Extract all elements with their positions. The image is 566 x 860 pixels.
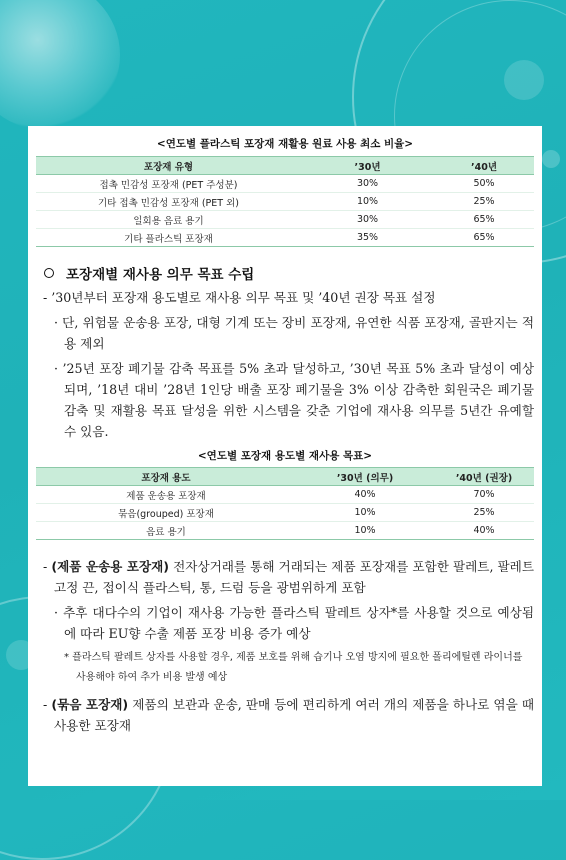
circle-bullet-icon	[44, 268, 54, 278]
table1-header: 포장재 유형	[36, 157, 301, 175]
table-cell: 65%	[434, 211, 534, 229]
table-cell: 묶음(grouped) 포장재	[36, 504, 296, 522]
table2-header: ’30년 (의무)	[296, 468, 434, 486]
section-title: 포장재별 재사용 의무 목표 수립	[66, 267, 255, 283]
table-cell: 65%	[434, 229, 534, 247]
table1-header: ’30년	[301, 157, 434, 175]
footnote: * 플라스틱 팔레트 상자를 사용할 경우, 제품 보호를 위해 습기나 오염 방지에 필요한 폴리에틸렌 라이너를 사용해야 하여 추가 비용 발생 예상	[64, 652, 523, 683]
paragraph: - ’30년부터 포장재 용도별로 재사용 의무 목표 및 ’40년 권장 목표 설정	[43, 290, 436, 305]
table-cell: 제품 운송용 포장재	[36, 486, 296, 504]
transport-paragraph	[36, 556, 534, 598]
table-row	[36, 229, 534, 247]
table-cell: 30%	[301, 211, 434, 229]
table-cell: 10%	[296, 504, 434, 522]
table-cell: 70%	[434, 486, 534, 504]
table-cell: 10%	[301, 193, 434, 211]
dash-prefix: -	[43, 697, 52, 712]
bubble-decoration	[542, 150, 560, 168]
table1-header: ’40년	[434, 157, 534, 175]
table-cell: 25%	[434, 193, 534, 211]
table-cell: 음료 용기	[36, 522, 296, 540]
transport-text: 전자상거래를 통해 거래되는 제품 포장재를 포함한 팔레트, 팔레트 고정 끈, 접이식 플라스틱, 통, 드럼 등을 광범위하게 포함	[54, 559, 535, 595]
table-cell: 40%	[434, 522, 534, 540]
grouped-text: 제품의 보관과 운송, 판매 등에 편리하게 여러 개의 제품을 하나로 엮을 때 사용한 포장재	[54, 697, 534, 733]
table-cell: 30%	[301, 175, 434, 193]
paragraph: · 추후 대다수의 기업이 재사용 가능한 플라스틱 팔레트 상자*를 사용할 것으로 예상됨에 따라 EU향 수출 제품 포장 비용 증가 예상	[54, 605, 534, 641]
table2-header: ’40년 (권장)	[434, 468, 534, 486]
table-cell: 25%	[434, 504, 534, 522]
globe-decoration	[0, 0, 120, 130]
table2-header: 포장재 용도	[36, 468, 296, 486]
table-row	[36, 193, 534, 211]
table-cell: 기타 접촉 민감성 포장재 (PET 외)	[36, 193, 301, 211]
paragraph: · 단, 위험물 운송용 포장, 대형 기계 또는 장비 포장재, 유연한 식품 포장재, 골판지는 적용 제외	[54, 315, 534, 351]
table-row	[36, 522, 534, 540]
transport-keyword: (제품 운송용 포장재)	[51, 559, 170, 574]
grouped-paragraph	[36, 694, 534, 736]
section-heading	[36, 263, 534, 283]
table-cell: 일회용 음료 용기	[36, 211, 301, 229]
table-row	[36, 486, 534, 504]
table-cell: 35%	[301, 229, 434, 247]
table-cell: 10%	[296, 522, 434, 540]
recycled-content-table	[36, 156, 534, 247]
dash-prefix: -	[43, 559, 52, 574]
table2-caption: <연도별 포장재 용도별 재사용 목표>	[197, 450, 373, 462]
table-row	[36, 504, 534, 522]
table-cell: 40%	[296, 486, 434, 504]
bubble-decoration	[504, 60, 544, 100]
reuse-target-table	[36, 467, 534, 540]
table1-caption: <연도별 플라스틱 포장재 재활용 원료 사용 최소 비율>	[156, 138, 414, 150]
table-cell: 접촉 민감성 포장재 (PET 주성분)	[36, 175, 301, 193]
paragraph: · ’25년 포장 폐기물 감축 목표를 5% 초과 달성하고, ’30년 목표 5% 초과 달성이 예상되며, ’18년 대비 ’28년 1인당 배출 포장 폐기물을 3% 이상 감축한 회원국은 폐기물 감축 및 재활용 목표 달성을 위한 시스템을 갖춘 기업에 재사용 의무를 5년간 유예할 수 있음.	[54, 361, 534, 439]
grouped-keyword: (묶음 포장재)	[51, 697, 129, 712]
document-page	[28, 126, 542, 786]
table-row	[36, 175, 534, 193]
table-row	[36, 211, 534, 229]
table-cell: 기타 플라스틱 포장재	[36, 229, 301, 247]
table-cell: 50%	[434, 175, 534, 193]
